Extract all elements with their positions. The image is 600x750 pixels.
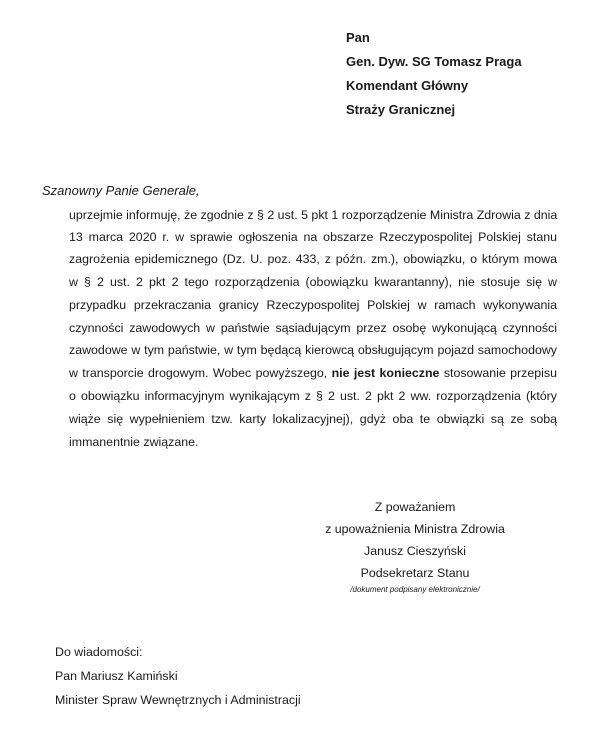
addressee-position: Komendant Główny: [346, 78, 469, 93]
body-line: immanentnie związane.: [69, 435, 199, 449]
signatory-title: Podsekretarz Stanu: [360, 566, 470, 580]
signatory-name: Janusz Cieszyński: [364, 544, 466, 558]
signatory-authority: z upoważnienia Ministra Zdrowia: [325, 522, 505, 536]
body-line: wiąże się wypełnieniem tzw. karty lokalizacyjnej), gdyż oba te obwiązki są ze sobą: [69, 412, 557, 426]
closing-regards: Z poważaniem: [374, 500, 456, 514]
body-line: czynności zawodowych w państwie sąsiadującym przez osobę wykonującą czynności: [69, 321, 557, 335]
body-line: 13 marca 2020 r. w sprawie ogłoszenia na obszarze Rzeczypospolitej Polskiej stanu: [69, 230, 557, 244]
addressee-organization: Straży Granicznej: [346, 102, 456, 117]
body-line-emphasis: [69, 362, 557, 384]
signature-block: [300, 496, 530, 598]
cc-position: Minister Spraw Wewnętrznych i Administracji: [55, 693, 301, 707]
salutation: Szanowny Panie Generale,: [42, 183, 200, 198]
body-line: w § 2 ust. 2 pkt 2 tego rozporządzenia (obowiązku kwarantanny), nie stosuje się w: [69, 275, 557, 289]
cc-heading: Do wiadomości:: [55, 645, 143, 659]
cc-block: [55, 640, 301, 712]
body-line: zagrożenia epidemicznego (Dz. U. poz. 433, z późn. zm.), obowiązku, o którym mowa: [69, 252, 557, 266]
body-text-segment: w transporcie drogowym. Wobec powyższego,: [69, 366, 328, 380]
addressee-honorific: Pan: [346, 30, 370, 45]
electronic-signature-note: /dokument podpisany elektronicznie/: [350, 585, 480, 594]
addressee-name: Gen. Dyw. SG Tomasz Praga: [346, 54, 522, 69]
body-text-segment: stosowanie przepisu: [443, 366, 557, 380]
body-line: zawodowe w tym państwie, w tym będącą kierowcą obsługującym pojazd samochodowy: [69, 343, 557, 357]
cc-name: Pan Mariusz Kamiński: [55, 669, 178, 683]
body-line: uprzejmie informuję, że zgodnie z § 2 ust. 5 pkt 1 rozporządzenie Ministra Zdrowia z dnia: [69, 208, 558, 222]
body-line: o obowiązku informacyjnym wynikającym z § 2 ust. 2 pkt 2 ww. rozporządzenia (który: [69, 389, 557, 403]
body-line: przypadku przekraczania granicy Rzeczypospolitej Polskiej w ramach wykonywania: [69, 298, 557, 312]
emphasized-phrase: nie jest konieczne: [331, 366, 440, 380]
addressee-block: [346, 26, 522, 122]
